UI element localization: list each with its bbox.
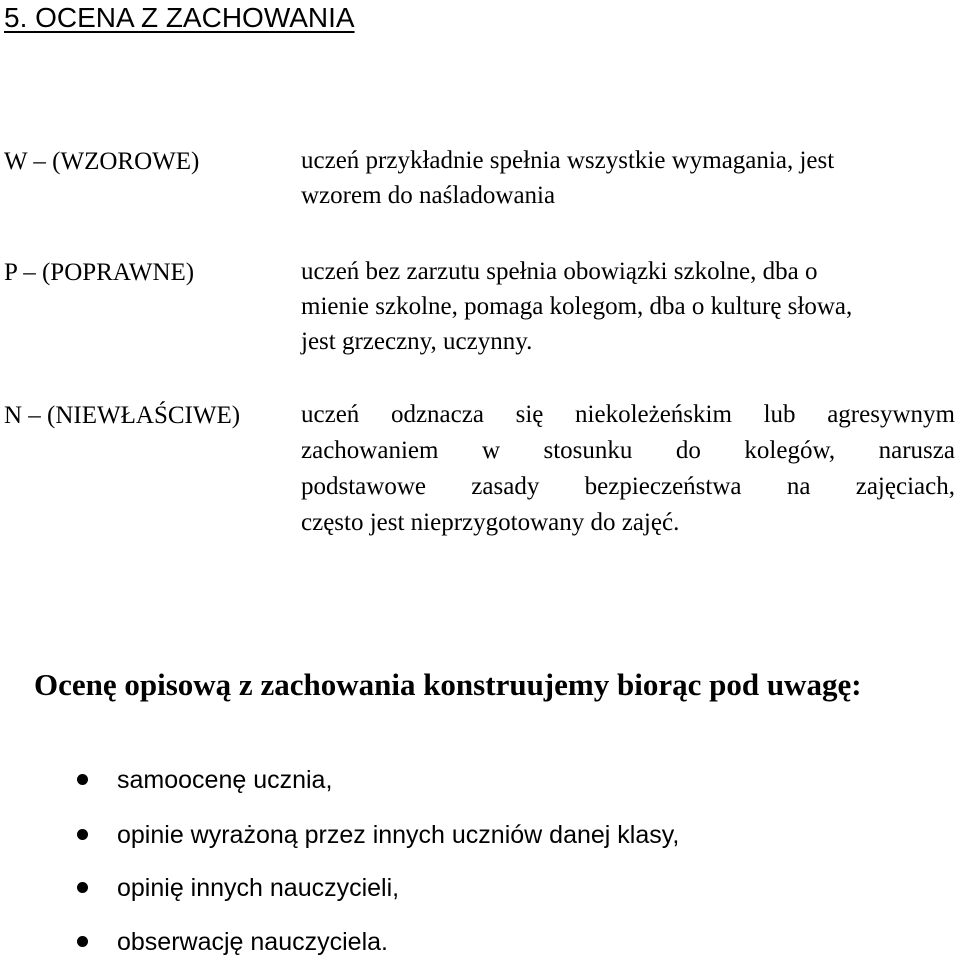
word: zachowaniem xyxy=(301,437,439,464)
page-title: 5. OCENA Z ZACHOWANIA xyxy=(4,2,355,33)
list-item-text: opinię innych nauczycieli, xyxy=(117,874,400,902)
list-item xyxy=(0,922,900,962)
description-line xyxy=(301,469,955,505)
word: bezpieczeństwa xyxy=(584,473,742,500)
word: uczeń xyxy=(301,401,360,428)
word: do xyxy=(675,437,701,464)
list-item-text: opinie wyrażoną przez innych uczniów danej klasy, xyxy=(117,821,680,849)
word: narusza xyxy=(878,437,955,464)
word: odznacza xyxy=(390,401,484,428)
description-line: wzorem do naśladowania xyxy=(301,182,556,209)
grade-label-niewlasciwe: N – (NIEWŁAŚCIWE) xyxy=(4,402,241,429)
word: w xyxy=(481,437,500,464)
word: stosunku xyxy=(543,437,633,464)
word: na xyxy=(786,473,811,500)
bullet-icon xyxy=(77,774,88,785)
list-item xyxy=(0,868,900,908)
grade-description-wzorowe xyxy=(301,143,955,213)
bullet-icon xyxy=(77,882,88,893)
description-line: często jest nieprzygotowany do zajęć. xyxy=(301,509,680,536)
word: zasady xyxy=(471,473,540,500)
word: niekoleżeńskim xyxy=(575,401,732,428)
word: podstawowe xyxy=(301,473,426,500)
word: kolegów, xyxy=(744,437,836,464)
word: się xyxy=(515,401,544,428)
list-item xyxy=(0,760,900,800)
grade-description-niewlasciwe xyxy=(301,397,955,541)
description-line: uczeń przykładnie spełnia wszystkie wymagania, jest xyxy=(301,147,835,174)
description-line xyxy=(301,433,955,469)
list-item xyxy=(0,815,900,855)
section-heading: Ocenę opisową z zachowania konstruujemy biorąc pod uwagę: xyxy=(34,667,862,702)
word: lub xyxy=(763,401,796,428)
list-item-text: samoocenę ucznia, xyxy=(117,766,333,794)
word: agresywnym xyxy=(827,401,955,428)
description-line xyxy=(301,397,955,433)
grade-description-poprawne xyxy=(301,254,955,359)
bullet-icon xyxy=(77,936,88,947)
bullet-icon xyxy=(77,829,88,840)
description-line: uczeń bez zarzutu spełnia obowiązki szkolne, dba o xyxy=(301,258,818,285)
word: zajęciach, xyxy=(855,473,955,500)
grade-label-wzorowe: W – (WZOROWE) xyxy=(4,148,200,175)
list-item-text: obserwację nauczyciela. xyxy=(117,928,388,956)
description-line: jest grzeczny, uczynny. xyxy=(301,328,533,355)
grade-label-poprawne: P – (POPRAWNE) xyxy=(4,259,195,286)
description-line: mienie szkolne, pomaga kolegom, dba o kulturę słowa, xyxy=(301,293,853,320)
